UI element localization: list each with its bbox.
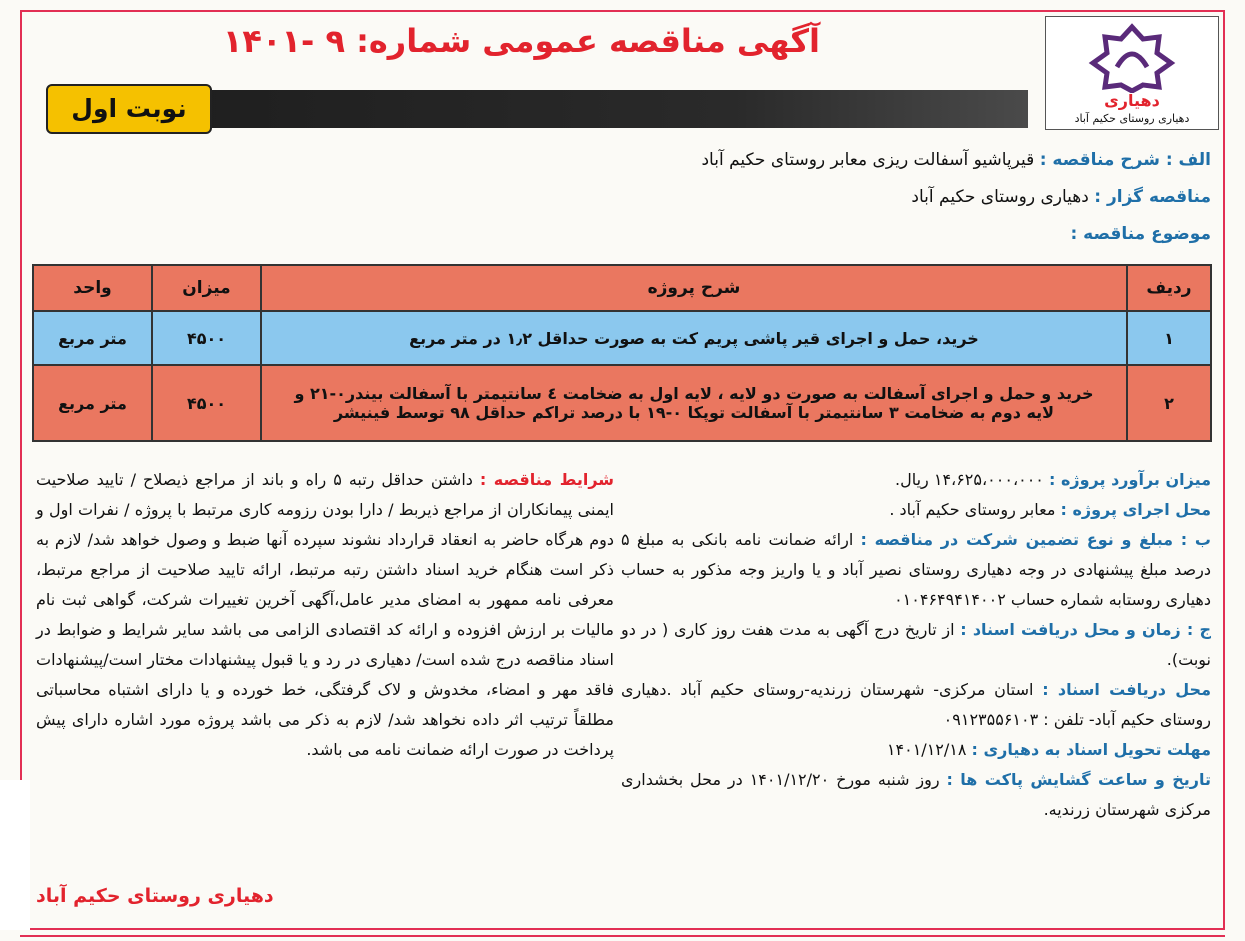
logo-caption: دهیاری روستای حکیم آباد bbox=[1074, 112, 1190, 125]
subject-label: موضوع مناقصه : bbox=[1070, 224, 1211, 244]
logo-box bbox=[1045, 16, 1219, 130]
table-header-row bbox=[33, 265, 1211, 311]
guarantee-block bbox=[621, 525, 1211, 615]
row-description bbox=[261, 365, 1127, 441]
details-column bbox=[621, 465, 1211, 825]
logo-word: دهیاری bbox=[1104, 91, 1160, 110]
docs-time-block bbox=[621, 615, 1211, 675]
bottom-rule bbox=[20, 935, 1225, 937]
row-number: ۱ bbox=[1127, 311, 1211, 365]
organizer-line bbox=[911, 187, 1211, 207]
description-value: قیرپاشیو آسفالت ریزی معابر روستای حکیم آباد bbox=[701, 150, 1035, 170]
row-amount: ۴۵۰۰ bbox=[152, 365, 261, 441]
description-label: الف : شرح مناقصه : bbox=[1039, 150, 1211, 170]
opening-label: تاریخ و ساعت گشایش پاکت ها : bbox=[946, 770, 1212, 789]
tender-table bbox=[32, 264, 1212, 442]
header-description: شرح پروژه bbox=[261, 265, 1127, 311]
row-description: خرید، حمل و اجرای قیر پاشی پریم کت به صورت حداقل ۱٫۲ در متر مربع bbox=[261, 311, 1127, 365]
opening-value: روز شنبه مورخ ۱۴۰۱/۱۲/۲۰ در محل بخشداری مرکزی شهرستان زرندیه. bbox=[621, 770, 1211, 819]
row-description-line2: لایه دوم به ضخامت ۳ سانتیمتر با آسفالت توپکا ۰-۱۹ با درصد تراکم حداقل ۹۸ توسط فینیشر bbox=[333, 403, 1055, 422]
location-line bbox=[621, 495, 1211, 525]
header-row-number: ردیف bbox=[1127, 265, 1211, 311]
docs-place-label: محل دریافت اسناد : bbox=[1042, 680, 1211, 699]
docs-time-label: ج : زمان و محل دریافت اسناد : bbox=[960, 620, 1212, 639]
row-unit: متر مربع bbox=[33, 365, 152, 441]
docs-place-block bbox=[621, 675, 1211, 735]
notice-title: آگهی مناقصه عمومی شماره: ۹ -۱۴۰۱ bbox=[222, 22, 820, 60]
table-row bbox=[33, 365, 1211, 441]
turn-badge: نوبت اول bbox=[46, 84, 212, 134]
organizer-label: مناقصه گزار : bbox=[1094, 187, 1211, 207]
estimate-label: میزان برآورد پروژه : bbox=[1048, 470, 1211, 489]
row-number: ۲ bbox=[1127, 365, 1211, 441]
deadline-label: مهلت تحویل اسناد به دهیاری : bbox=[971, 740, 1211, 759]
location-label: محل اجرای پروژه : bbox=[1060, 500, 1211, 519]
conditions-label: شرایط مناقصه : bbox=[479, 470, 615, 489]
conditions-column bbox=[36, 465, 614, 765]
description-line bbox=[701, 150, 1211, 170]
table-row bbox=[33, 311, 1211, 365]
row-description-line1: خرید و حمل و اجرای آسفالت به صورت دو لایه ، لایه اول به ضخامت ٤ سانتیمتر با آسفالت بیندر۰-۲۱ و bbox=[294, 384, 1094, 403]
organizer-value: دهیاری روستای حکیم آباد bbox=[911, 187, 1089, 207]
opening-block bbox=[621, 765, 1211, 825]
margin-patch bbox=[0, 780, 30, 930]
docs-place-value: استان مرکزی- شهرستان زرندیه-روستای حکیم آباد .دهیاری روستای حکیم آباد- تلفن : ۰۹۱۲۳۵۵۶۱۰۳ bbox=[621, 680, 1211, 729]
docs-time-value: از تاریخ درج آگهی به مدت هفت روز کاری ( در دو نوبت). bbox=[621, 620, 1211, 669]
location-value: معابر روستای حکیم آباد . bbox=[889, 500, 1056, 519]
guarantee-value: ارائه ضمانت نامه بانکی به مبلغ ۵ درصد مبلغ پیشنهادی در وجه دهیاری روستای نصیر آباد و یا واریز وجه مذکور به حساب دهیاری روستابه شماره حساب ۰۱۰۴۶۴۹۴۱۴۰۰۲ bbox=[621, 530, 1211, 609]
row-amount: ۴۵۰۰ bbox=[152, 311, 261, 365]
header-amount: میزان bbox=[152, 265, 261, 311]
signature: دهیاری روستای حکیم آباد bbox=[36, 885, 274, 907]
estimate-line bbox=[621, 465, 1211, 495]
row-unit: متر مربع bbox=[33, 311, 152, 365]
deadline-value: ۱۴۰۱/۱۲/۱۸ bbox=[886, 740, 967, 759]
deadline-line bbox=[621, 735, 1211, 765]
header-unit: واحد bbox=[33, 265, 152, 311]
conditions-text: داشتن حداقل رتبه ۵ راه و باند از مراجع ذیصلاح / تایید صلاحیت ایمنی پیمانکاران از مراجع ذیربط / دارا بودن رزومه کاری مرتبط با پروژه / نفرات اول و دوم هرگاه حاضر به انعقاد قرارداد نشوند سپرده آنها ضبط و وصول خواهد شد/ لازم به ذکر است هنگام خرید اسناد داشتن رتبه مرتبط، ارائه تایید صلاحیت از مراجع مرتبط، معرفی نامه ممهور به امضای مدیر عامل،آگهی آخرین تغییرات شرکت، گواهی ثبت نام مالیات بر ارزش افزوده و ارائه کد اقتصادی الزامی می باشد سایر شرایط و ضوابط در اسناد مناقصه درج شده است/ دهیاری در رد و یا قبول پیشنهادات مختار است/پیشنهادات فاقد مهر و امضاء، مخدوش و لاک گرفتگی، خط خورده و یا دارای اشتباه محاسباتی مطلقاً ترتیب اثر داده نخواهد شد/ لازم به ذکر می باشد پروژه مورد اشاره دارای پیش پرداخت در صورت ارائه ضمانت نامه می باشد. bbox=[36, 470, 614, 759]
subject-line bbox=[1070, 224, 1211, 244]
estimate-value: ۱۴،۶۲۵،۰۰۰،۰۰۰ ریال. bbox=[895, 470, 1044, 489]
guarantee-label: ب : مبلغ و نوع تضمین شرکت در مناقصه : bbox=[860, 530, 1211, 549]
dehyari-logo-icon bbox=[1087, 23, 1177, 93]
